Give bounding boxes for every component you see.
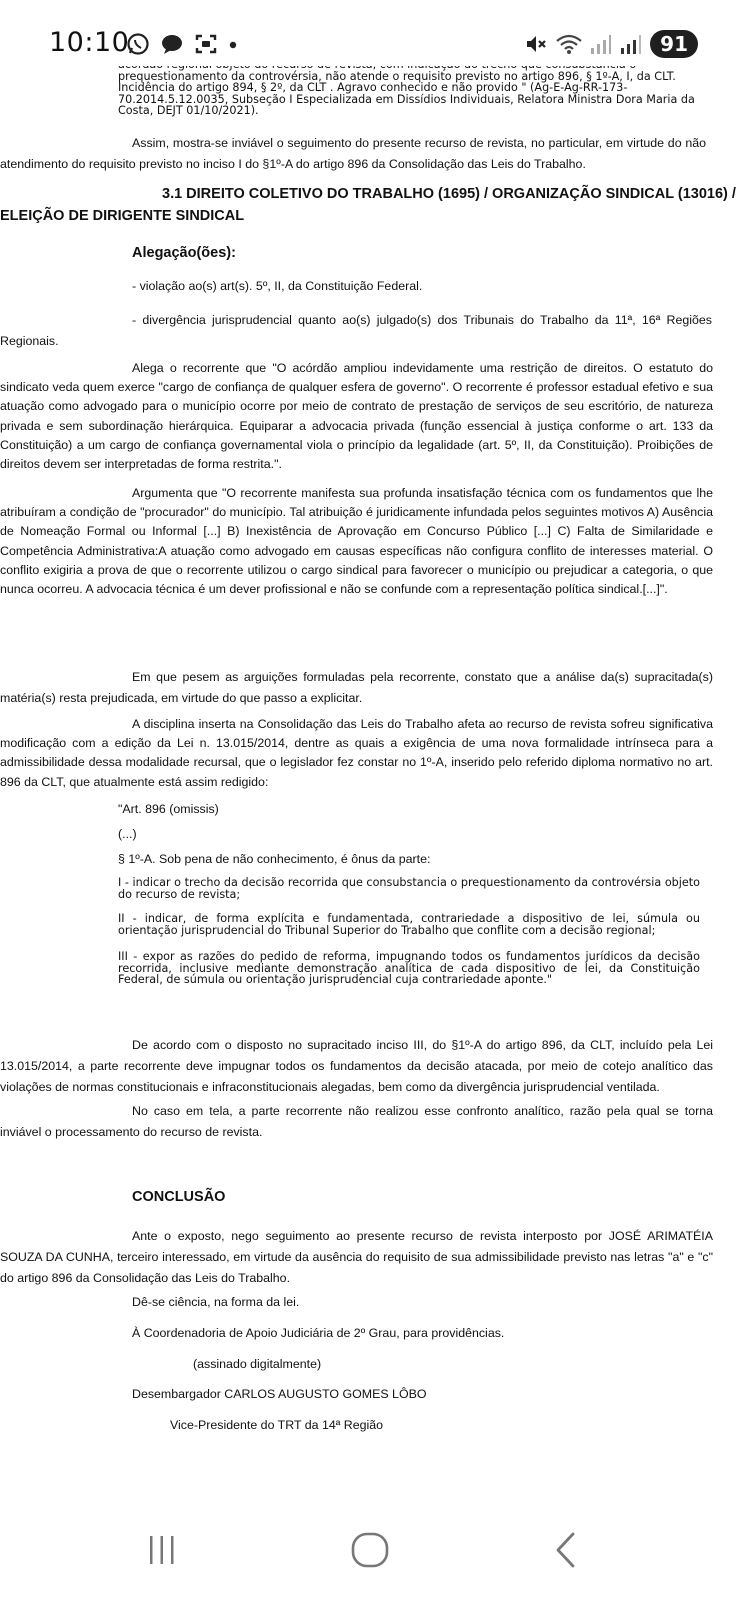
- closing-line: Dê-se ciência, na forma da lei.: [132, 1295, 300, 1309]
- signal-icon: [620, 32, 642, 56]
- paragraph: Em que pesem as arguições formuladas pela recorrente, constato que a análise da(s) supracitada(s) matéria(s) resta prejudicada, em virtude do que passo a explicitar.: [0, 670, 713, 705]
- article-item: II - indicar, de forma explícita e fundamentada, contrariedade a dispositivo de lei, súmula ou orientação jurisprudencial do Tribunal Superior do Trabalho que conflite com a decisão regional;: [118, 912, 700, 937]
- paragraph: Alega o recorrente que "O acórdão ampliou indevidamente uma restrição de direitos. O estatuto do sindicato veda quem exerce "cargo de confiança de qualquer esfera de governo". O recorrente é professor estadual efetivo e sua atuação como advogado para o município ocorre por meio de contrato de prestação de serviços de seu escritório, de natureza privada e sem subordinação hierárquica. Equiparar a advocacia privada (função essencial à justiça conforme o art. 133 da Constituição) a um cargo de confiança governamental viola o princípio da legalidade (art. 5º, II, da Constituição). Proibições de direitos devem ser interpretadas de forma restrita.".: [0, 361, 713, 472]
- signatory-title: Vice-Presidente do TRT da 14ª Região: [170, 1418, 384, 1432]
- quote-line: 70.2014.5.12.0035, Subseção I Especializada em Dissídios Individuais, Relatora Ministra Dora Maria da: [118, 92, 695, 106]
- battery-indicator: 91: [650, 30, 698, 58]
- home-icon: [348, 1530, 392, 1570]
- quote-line: Costa, DEJT 01/10/2021).: [118, 104, 259, 117]
- signal-icon: [590, 32, 612, 56]
- paragraph: Argumenta que "O recorrente manifesta sua profunda insatisfação técnica com os fundamentos que lhe atribuíram a condição de "procurador" do município. Tal atribuição é juridicamente infundada pelos seguintes motivos A) Ausência de Nomeação Formal ou Informal [...] B) Inexistência de Aprovação em Concurso Público [...] C) Falta de Similaridade e Competência Administrativa:A atuação como advogado em causas específicas não configura conflito de interesses material. O conflito exigiria a prova de que o recorrente utilizou o cargo sindical para favorecer o município ou prejudicar a categoria, o que nunca ocorreu. A advocacia técnica é um dever profissional e não se confunde com a representação política sindical.[...]".: [0, 486, 713, 597]
- home-button[interactable]: [340, 1530, 400, 1570]
- back-icon: [546, 1530, 586, 1570]
- section-heading: [0, 183, 736, 227]
- conclusion-heading: CONCLUSÃO: [132, 1189, 226, 1205]
- signatory-name: Desembargador CARLOS AUGUSTO GOMES LÔBO: [132, 1387, 427, 1401]
- system-icons: [524, 30, 698, 58]
- dot-icon: [228, 32, 238, 56]
- paragraph: Ante o exposto, nego seguimento ao presente recurso de revista interposto por JOSÉ ARIMATÉIA SOUZA DA CUNHA, terceiro interessado, em virtude da ausência do requisito de sua admissibilidade previsto nas letras "a" e "c" do artigo 896 da Consolidação das Leis do Trabalho.: [0, 1229, 713, 1285]
- paragraph: No caso em tela, a parte recorrente não realizou esse confronto analítico, razão pela qual se torna inviável o processamento do recurso de revista.: [0, 1104, 713, 1139]
- quote-fragment: [118, 59, 700, 117]
- alegacoes-heading: Alegação(ões):: [132, 245, 236, 261]
- article-quote-line: "Art. 896 (omissis): [118, 802, 219, 816]
- paragraph: Assim, mostra-se inviável o seguimento do presente recurso de revista, no particular, em virtude do não atendimento do requisito previsto no inciso I do §1º-A do artigo 896 da Consolidação das Leis do Trabalho.: [0, 136, 706, 171]
- whatsapp-icon: [126, 32, 150, 56]
- navigation-bar: [0, 1500, 738, 1600]
- mute-icon: [524, 32, 548, 56]
- quote-line: prequestionamento da controvérsia, não atende o requisito previsto no artigo 896, § 1º-A, I, da CLT.: [118, 69, 676, 83]
- paragraph: A disciplina inserta na Consolidação das Leis do Trabalho afeta ao recurso de revista sofreu significativa modificação com a edição da Lei n. 13.015/2014, dentre as quais a exigência de uma nova formalidade intrínseca para a admissibilidade dessa modalidade recursal, que o legislador fez constar no 1º-A, inserido pelo referido diploma normativo no art. 896 da CLT, que atualmente está assim redigido:: [0, 717, 713, 789]
- section-heading-line: ELEIÇÃO DE DIRIGENTE SINDICAL: [0, 208, 245, 224]
- article-quote-line: (...): [118, 827, 137, 841]
- recent-apps-button[interactable]: [132, 1530, 192, 1570]
- section-heading-line: 3.1 DIREITO COLETIVO DO TRABALHO (1695) / ORGANIZAÇÃO SINDICAL (13016) /: [162, 186, 736, 202]
- wifi-icon: [556, 32, 582, 56]
- article-item: III - expor as razões do pedido de reforma, impugnando todos os fundamentos jurídicos da decisão recorrida, inclusive mediante demonstração analítica de cada dispositivo de lei, da Constituição Federal, de súmula ou orientação jurisprudencial cuja contrariedade aponte.": [118, 950, 700, 986]
- article-item: I - indicar o trecho da decisão recorrida que consubstancia o prequestionamento da controvérsia objeto do recurso de revista;: [118, 876, 700, 901]
- status-time: 10:10: [49, 27, 130, 58]
- alegacao-item: - divergência jurisprudencial quanto ao(s) julgado(s) dos Tribunais do Trabalho da 11ª, 16ª Regiões Regionais.: [0, 313, 712, 348]
- paragraph: De acordo com o disposto no supracitado inciso III, do §1º-A do artigo 896, da CLT, incluído pela Lei 13.015/2014, a parte recorrente deve impugnar todos os fundamentos da decisão atacada, por meio de cotejo analítico das violações de normas constitucionais e infraconstitucionais alegadas, bem como da divergência jurisprudencial ventilada.: [0, 1038, 713, 1094]
- chat-icon: [160, 32, 184, 56]
- signature-note: (assinado digitalmente): [193, 1357, 322, 1371]
- status-bar: [0, 0, 738, 66]
- back-button[interactable]: [536, 1530, 596, 1570]
- closing-line: À Coordenadoria de Apoio Judiciária de 2º Grau, para providências.: [132, 1326, 505, 1340]
- screenshot-icon: [194, 32, 218, 56]
- alegacao-item: - violação ao(s) art(s). 5º, II, da Constituição Federal.: [132, 279, 423, 293]
- quote-line: Incidência do artigo 894, § 2º, da CLT . Agravo conhecido e não provido " (Ag-E-Ag-RR-173-: [118, 81, 628, 94]
- article-quote-line: § 1º-A. Sob pena de não conhecimento, é ônus da parte:: [118, 852, 431, 866]
- recent-apps-icon: [142, 1530, 182, 1570]
- notification-icons: [126, 30, 238, 58]
